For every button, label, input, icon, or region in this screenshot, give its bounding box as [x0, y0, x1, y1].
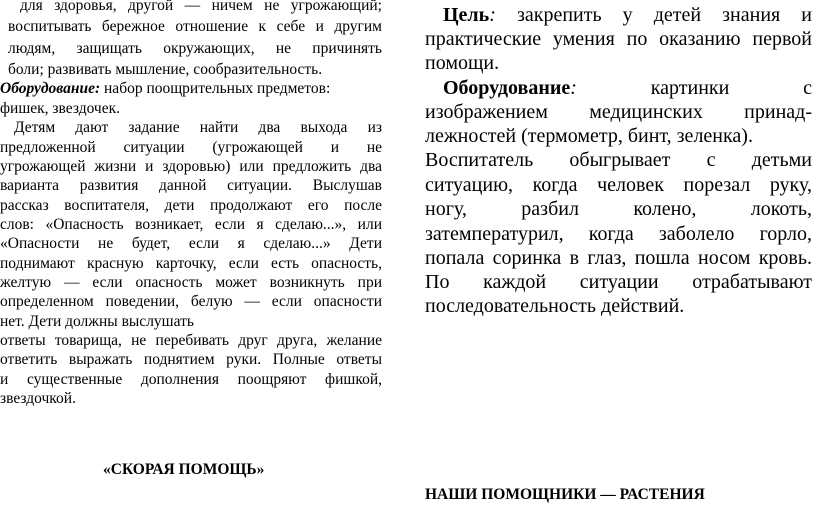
paragraph-line: Детям дают задание найти два выхода из: [14, 119, 382, 136]
text-line: боли; развивать мышление, сообразительность.: [8, 61, 323, 78]
paragraph-line: варианта развития данной ситуации. Выслушав: [0, 177, 382, 194]
text-line: воспитывать бережное отношение к себе и другим: [8, 18, 382, 35]
right-column: [425, 0, 812, 505]
paragraph-line: По каждой ситуации отрабатывают: [425, 271, 812, 293]
paragraph-line: предложенной ситуации (угрожающей и не: [0, 139, 382, 156]
section-heading-ambulance: «СКОРАЯ ПОМОЩЬ»: [103, 461, 265, 478]
equipment-line: [443, 76, 812, 100]
paragraph-line: «Опасности не будет, если я сделаю...» Дети: [0, 235, 382, 252]
paragraph-line: попала соринка в глаз, пошла носом кровь.: [425, 247, 812, 269]
text-line: людям, защищать окружающих, не причинять: [8, 40, 382, 57]
goal-colon: :: [489, 4, 496, 26]
equipment-line: [0, 79, 382, 98]
equipment-text: набор поощрительных предметов:: [100, 80, 331, 97]
equipment-label: Оборудование: [443, 77, 571, 99]
section-heading-plants: НАШИ ПОМОЩНИКИ — РАСТЕНИЯ: [425, 486, 705, 503]
paragraph-line: ногу, разбил колено, локоть,: [425, 198, 812, 220]
equipment-colon: :: [570, 77, 577, 99]
paragraph-line: Воспитатель обыгрывает с детьми: [425, 149, 812, 171]
goal-line: [443, 3, 812, 27]
paragraph-line: ситуацию, когда человек порезал руку,: [425, 174, 812, 196]
paragraph-line: и существенные дополнения поощряют фишкой,: [0, 371, 382, 388]
equipment-text: картинки с: [576, 77, 812, 99]
text-line: для здоровья, другой — ничем не угрожающий;: [20, 0, 382, 14]
left-column: [0, 0, 382, 505]
paragraph-line: последовательность действий.: [425, 295, 685, 317]
paragraph-line: угрожающей жизни и здоровью) или предложить два: [0, 158, 382, 175]
paragraph-line: желтую — если опасность может возникнуть при: [0, 274, 382, 291]
goal-text: закрепить у детей знания и: [495, 4, 812, 26]
equipment-label: Оборудование:: [0, 80, 101, 97]
paragraph-line: затемпературил, когда заболело горло,: [425, 223, 812, 245]
paragraph-line: ответить выражать поднятием руки. Полные ответы: [0, 351, 382, 368]
text-line: практические умения по оказанию первой: [425, 28, 812, 50]
paragraph-line: рассказ воспитателя, дети продолжают его после: [0, 197, 382, 214]
text-line: фишек, звездочек.: [0, 100, 121, 117]
paragraph-line: нет. Дети должны выслушать: [0, 313, 194, 330]
goal-label: Цель: [443, 4, 490, 26]
text-line: помощи.: [425, 52, 500, 74]
paragraph-line: определенном поведении, белую — если опасности: [0, 293, 382, 310]
text-line: изображением медицинских принад-: [425, 101, 812, 123]
paragraph-line: звездочкой.: [0, 390, 76, 407]
paragraph-line: ответы товарища, не перебивать друг друга, желание: [0, 332, 382, 349]
paragraph-line: поднимают красную карточку, если есть опасность,: [0, 255, 382, 272]
paragraph-line: слов: «Опасность возникает, если я сделаю...», или: [0, 216, 382, 233]
text-line: лежностей (термометр, бинт, зеленка).: [425, 125, 753, 147]
